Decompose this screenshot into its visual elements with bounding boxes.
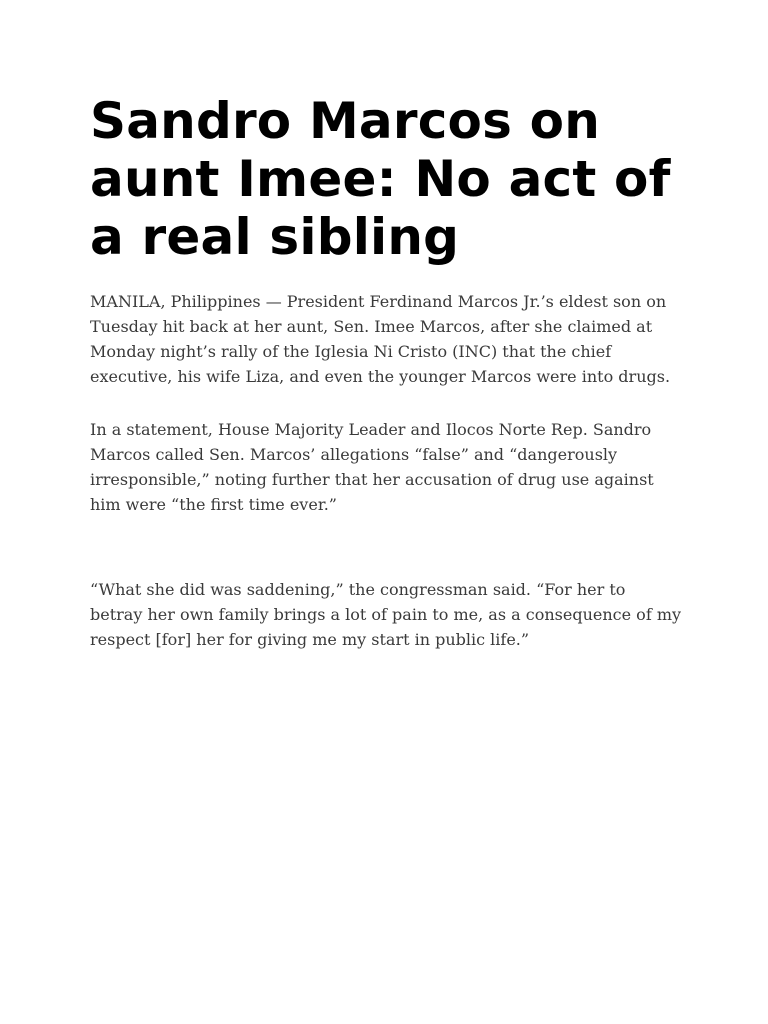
article-paragraph: “What she did was saddening,” the congressman said. “For her to betray her own family brings a lot of pain to me, as a consequence of my respect [for] her for giving me my start in public life.” — [90, 580, 682, 649]
article-body — [90, 92, 682, 652]
article-paragraph: MANILA, Philippines — President Ferdinand Marcos Jr.’s eldest son on Tuesday hit back at her aunt, Sen. Imee Marcos, after she claimed at Monday night’s rally of the Iglesia Ni Cristo (INC) that the chief executive, his wife Liza, and even the younger Marcos were into drugs. — [90, 292, 671, 386]
article-paragraph: In a statement, House Majority Leader and Ilocos Norte Rep. Sandro Marcos called Sen. Marcos’ allegations “false” and “dangerously irresponsible,” noting further that her accusation of drug use against him were “the first time ever.” — [90, 420, 654, 514]
article-headline: Sandro Marcos on aunt Imee: No act of a real sibling — [90, 92, 671, 266]
